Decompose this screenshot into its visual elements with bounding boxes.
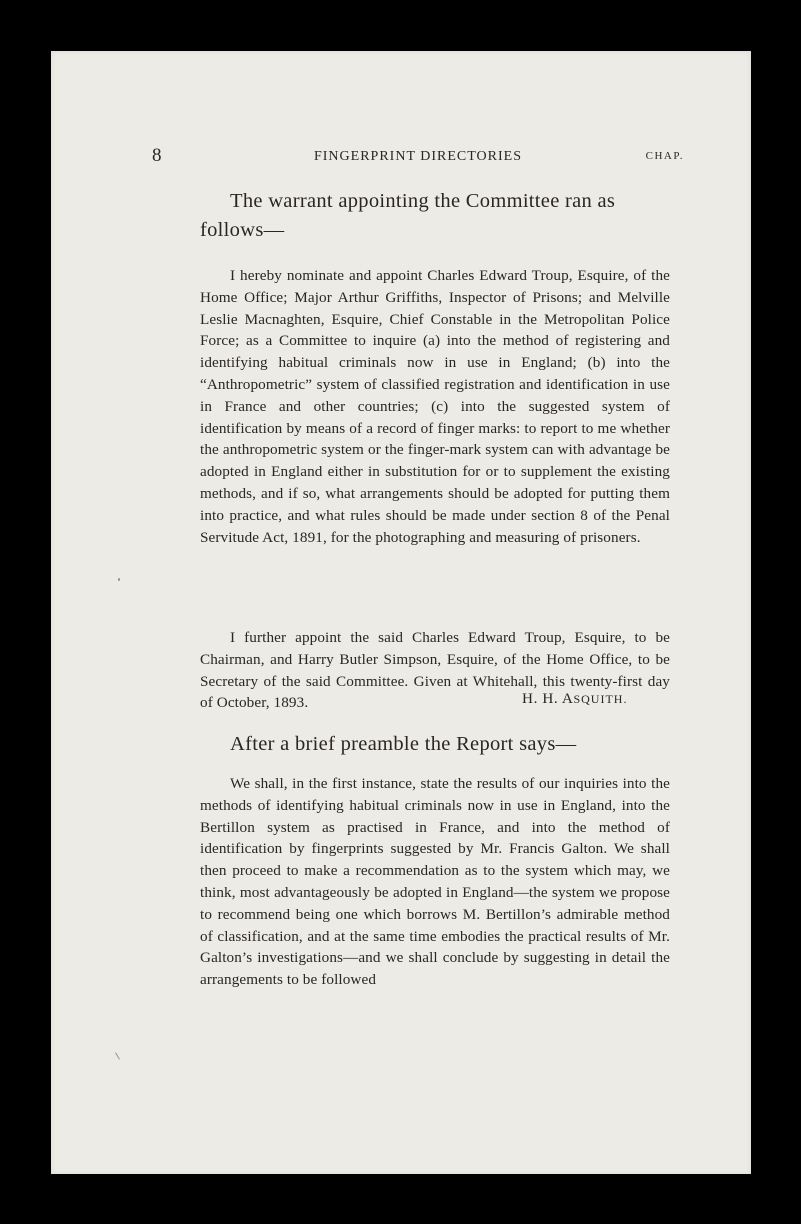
signature-initials: H. H. A — [522, 690, 574, 707]
paper-speck — [118, 578, 120, 581]
warrant-paragraph-1 — [200, 265, 670, 548]
page-number: 8 — [152, 145, 162, 166]
report-intro: After a brief preamble the Report says— — [230, 733, 577, 755]
running-title: FINGERPRINT DIRECTORIES — [313, 149, 522, 164]
signature-rest: SQUITH. — [573, 692, 628, 706]
warrant-text-1: I hereby nominate and appoint Charles Edward Troup, Esquire, of the Home Office; Major Arthur Griffiths, Inspector of Prisons; and Melville Leslie Macnaghten, Esquire, Chief Constable in the Metropolitan Police Force; as a Committee to inquire (a) into the method of registering and identifying habitual criminals now in use in England; (b) into the “Anthropometric” system of classified registration and identification in use in France and other countries; (c) into the suggested system of identification by means of a record of finger marks: to report to me whether the anthropometric system or the finger-mark system can with advantage be adopted in England either in substitution for or to supplement the existing methods, and if so, what arrangements should be adopted for putting them into practice, and what rules should be made under section 8 of the Penal Servitude Act, 1891, for the photographing and measuring of prisoners. — [200, 267, 670, 546]
signature — [522, 690, 627, 708]
report-quote — [200, 773, 670, 991]
chapter-label: CHAP. — [645, 150, 684, 162]
warrant-text-2: I further appoint the said Charles Edward Troup, Esquire, to be Chairman, and Harry Butler Simpson, Esquire, of the Home Office, to be Secretary of the said Committee. Given at Whitehall, this twenty-first day of October, 1893. — [200, 629, 670, 712]
report-quote-text: We shall, in the first instance, state the results of our inquiries into the methods of identifying habitual criminals now in use in England, into the Bertillon system as practised in France, and into the method of identification by fingerprints suggested by Mr. Francis Galton. We shall then proceed to make a recommendation as to the system which may, we think, most advantageously be adopted in England—the system we propose to recommend being one which borrows M. Bertillon’s admirable method of classification, and at the same time embodies the practical results of Mr. Galton’s investigations—and we shall conclude by suggesting in detail the arrangements to be followed — [200, 775, 670, 989]
intro-sentence: The warrant appointing the Committee ran as follows— — [200, 190, 616, 241]
